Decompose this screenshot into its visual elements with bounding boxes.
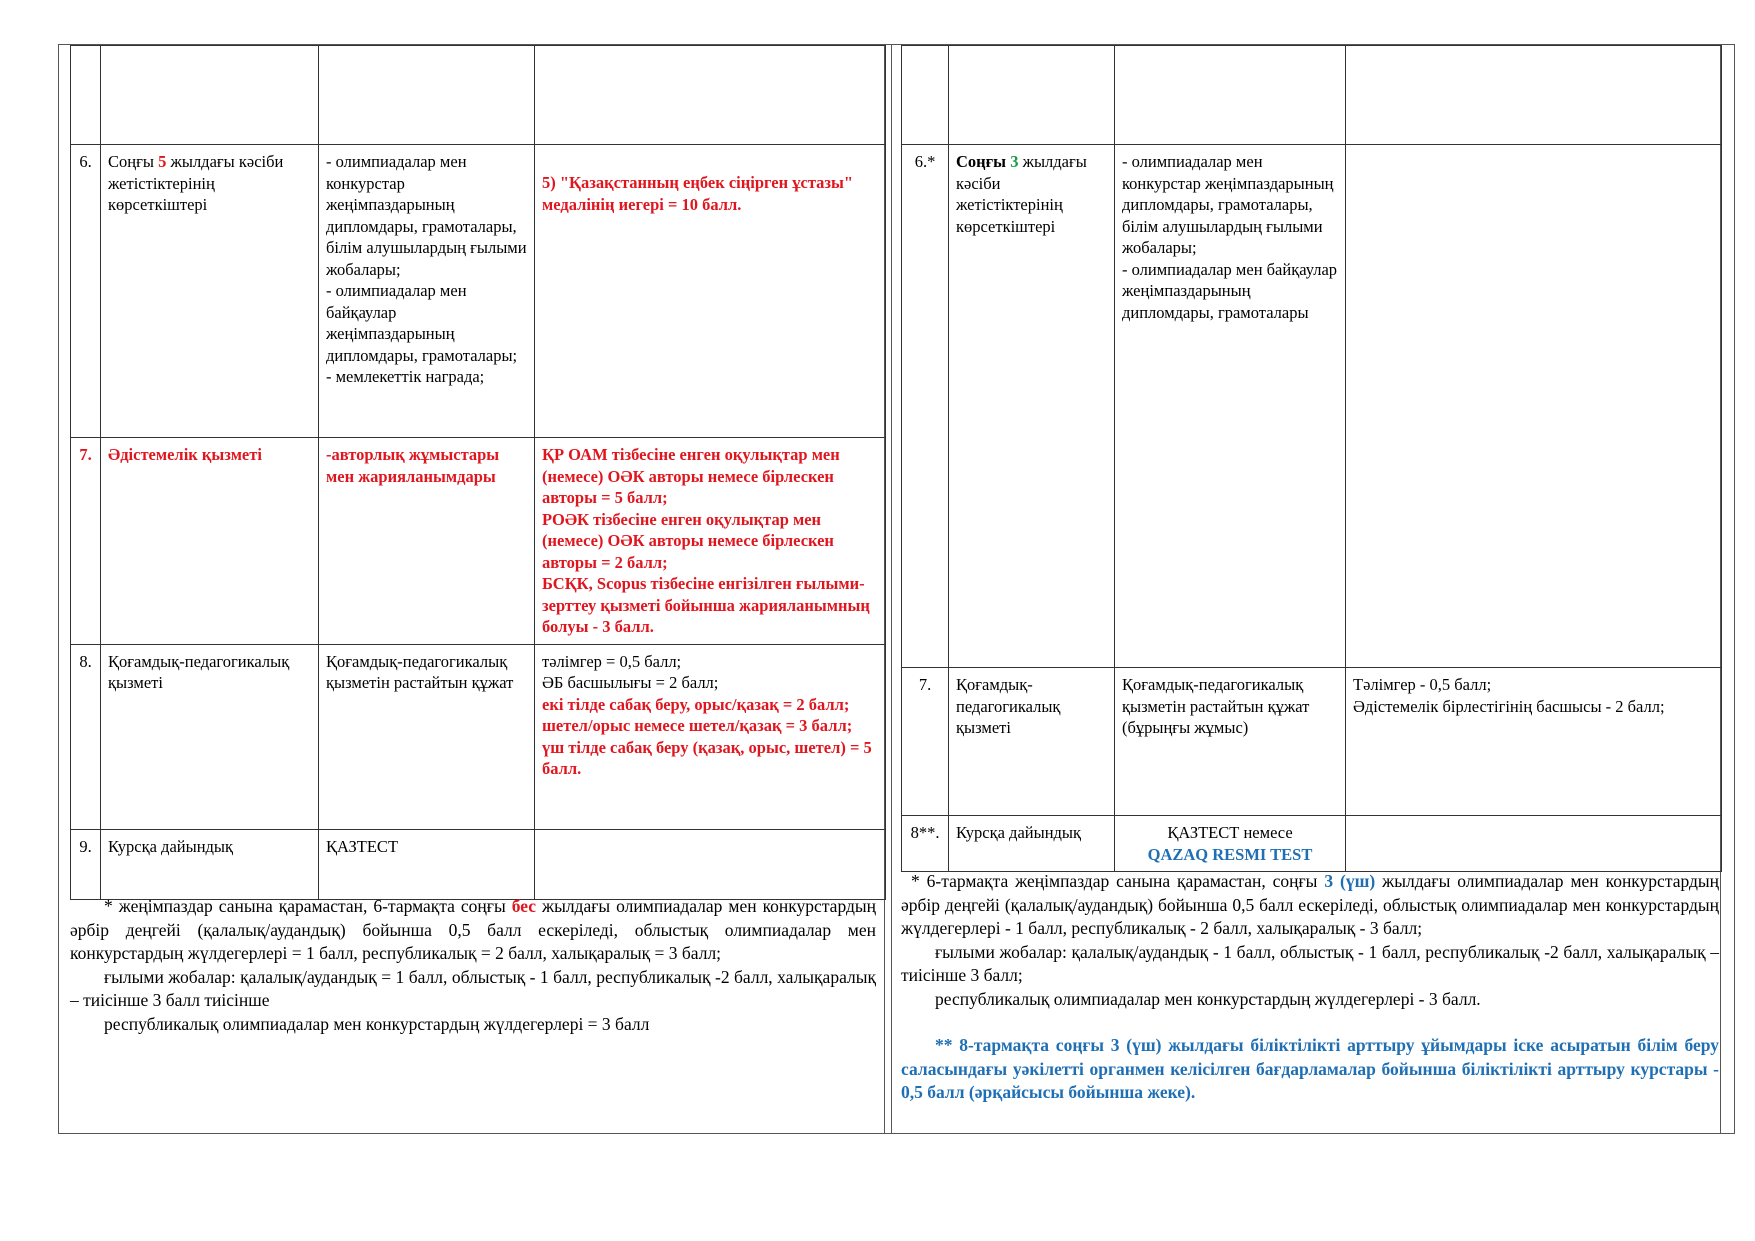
points-text: 5) "Қазақстанның еңбек сіңірген ұстазы" медалінің иегері = 10 балл. <box>542 173 854 214</box>
footnote-highlight: 3 (үш) <box>1324 871 1376 891</box>
empty-cell <box>71 46 101 145</box>
row-number: 6.* <box>902 145 949 668</box>
criteria-cell <box>949 145 1115 668</box>
footnote-2: ғылыми жобалар: қалалық/аудандық = 1 балл, облыстық - 1 балл, республикалық -2 балл, халықаралық – тиісінше 3 балл тиісінше <box>70 966 876 1010</box>
criteria-cell: Курсқа дайындық <box>949 816 1115 872</box>
points-item: Әдістемелік бірлестігінің басшысы - 2 балл; <box>1353 696 1665 716</box>
points-cell <box>535 644 886 829</box>
right-table <box>901 45 1722 872</box>
criteria-text: жылдағы кәсіби жетістіктерінің көрсеткіштері <box>956 152 1087 236</box>
criteria-cell <box>101 145 319 438</box>
footnote-4: ** 8-тармақта соңғы 3 (үш) жылдағы біліктілікті арттыру ұйымдары іске асыратын білім беру саласындағы уәкілетті органмен келісілген бағдарламалар бойынша біліктілікті арттыру курстары - 0,5 балл (әрқайсысы бойынша жеке). <box>901 1035 1719 1102</box>
documents-cell <box>1115 816 1346 872</box>
row-number: 8**. <box>902 816 949 872</box>
footnote-highlight: бес <box>511 896 536 916</box>
criteria-cell: Әдістемелік қызметі <box>101 438 319 645</box>
footnote-2: ғылыми жобалар: қалалық/аудандық - 1 балл, облыстық - 1 балл, республикалық -2 балл, халықаралық – тиісінше 3 балл; <box>901 941 1719 985</box>
documents-cell: ҚАЗТЕСТ <box>319 829 535 899</box>
points-item: БСҚК, Scopus тізбесіне енгізілген ғылыми-зерттеу қызметі бойынша жарияланымның болуы - 3 балл. <box>542 574 870 636</box>
points-item: шетел/орыс немесе шетел/қазақ = 3 балл; <box>542 716 853 735</box>
criteria-text: Соңғы <box>956 152 1011 171</box>
footnote-text: жылдағы олимпиадалар мен конкурстардың әрбір деңгейі (қалалық/аудандық) бойынша 0,5 балл ескеріледі, облыстық олимпиадалар мен конкурстардың жүлдегерлері = 1 балл, республикалық = 2 балл, халықаралық = 3 балл; <box>70 896 876 963</box>
footnote-3: республикалық олимпиадалар мен конкурстардың жүлдегерлері = 3 балл <box>104 1013 650 1034</box>
table-row <box>71 438 886 645</box>
points-cell <box>1346 668 1722 816</box>
criteria-cell: Қоғамдық-педагогикалық қызметі <box>101 644 319 829</box>
empty-cell <box>319 46 535 145</box>
empty-cell <box>101 46 319 145</box>
points-item: ӘБ басшылығы = 2 балл; <box>542 673 719 692</box>
document-item: - олимпиадалар мен конкурстар жеңімпаздарының дипломдары, грамоталары, білім алушылардың ғылыми жобалары; <box>1122 152 1334 257</box>
years-highlight: 3 <box>1010 152 1019 171</box>
footnote-text: жылдағы олимпиадалар мен конкурстардың әрбір деңгейі (қалалық/аудандық) бойынша 0,5 балл ескеріледі, облыстық олимпиадалар мен конкурстардың жүлдегерлері - 1 балл, республикалық - 2 балл, халықаралық - 3 балл; <box>901 871 1720 938</box>
left-table <box>70 45 886 900</box>
row-number: 7. <box>71 438 101 645</box>
criteria-text: жылдағы кәсіби жетістіктерінің көрсеткіштері <box>108 152 284 214</box>
table-row <box>71 644 886 829</box>
footnote-3: республикалық олимпиадалар мен конкурстардың жүлдегерлері - 3 балл. <box>935 988 1481 1009</box>
criteria-cell: Курсқа дайындық <box>101 829 319 899</box>
table-row <box>71 829 886 899</box>
right-table-header-row <box>902 46 1722 145</box>
document-item: - олимпиадалар мен байқаулар жеңімпаздарының дипломдары, грамоталары <box>1122 259 1338 322</box>
points-cell <box>535 438 886 645</box>
empty-cell <box>902 46 949 145</box>
points-item: үш тілде сабақ беру (қазақ, орыс, шетел) = 5 балл. <box>542 737 872 778</box>
points-item: екі тілде сабақ беру, орыс/қазақ = 2 балл; <box>542 694 850 714</box>
table-row <box>902 145 1722 668</box>
points-cell <box>1346 816 1722 872</box>
right-margin-column <box>1720 44 1735 1134</box>
criteria-cell: Қоғамдық-педагогикалық қызметі <box>949 668 1115 816</box>
documents-cell <box>319 145 535 438</box>
table-row <box>902 816 1722 872</box>
footnote-1 <box>901 870 1719 941</box>
row-number: 8. <box>71 644 101 829</box>
row-number: 6. <box>71 145 101 438</box>
empty-cell <box>949 46 1115 145</box>
years-highlight: 5 <box>158 152 167 171</box>
empty-cell <box>1115 46 1346 145</box>
document-item: - олимпиадалар мен конкурстар жеңімпаздарының дипломдары, грамоталары, білім алушылардың ғылыми жобалары; <box>326 152 527 279</box>
row-number: 9. <box>71 829 101 899</box>
points-item: Тәлімгер - 0,5 балл; <box>1353 675 1492 694</box>
points-item: ҚР ОАМ тізбесіне енген оқулықтар мен (немесе) ОӘК авторы немесе бірлескен авторы = 5 балл; <box>542 445 840 507</box>
points-item: РОӘК тізбесіне енген оқулықтар мен (немесе) ОӘК авторы немесе бірлескен авторы = 2 балл; <box>542 509 834 572</box>
document-item: - олимпиадалар мен байқаулар жеңімпаздарының дипломдары, грамоталары; <box>326 281 518 365</box>
right-footnotes <box>901 870 1719 1105</box>
documents-cell <box>1115 145 1346 668</box>
qazaq-resmi-test-label: QAZAQ RESMI TEST <box>1147 844 1313 864</box>
points-item: тәлімгер = 0,5 балл; <box>542 651 682 671</box>
document-item: - мемлекеттік награда; <box>326 367 485 386</box>
left-footnotes <box>70 895 876 1036</box>
row-number: 7. <box>902 668 949 816</box>
points-cell <box>535 829 886 899</box>
footnote-text: * жеңімпаздар санына қарамастан, 6-тармақта соңғы <box>104 896 512 916</box>
documents-cell: Қоғамдық-педагогикалық қызметін растайтын құжат <box>319 644 535 829</box>
documents-cell: -авторлық жұмыстары мен жарияланымдары <box>319 438 535 645</box>
table-row <box>902 668 1722 816</box>
left-table-header-row <box>71 46 886 145</box>
footnote-text: * 6-тармақта жеңімпаздар санына қарамастан, соңғы <box>911 871 1325 891</box>
footnote-1 <box>70 895 876 966</box>
documents-cell: Қоғамдық-педагогикалық қызметін растайтын құжат (бұрыңғы жұмыс) <box>1115 668 1346 816</box>
points-cell <box>535 145 886 438</box>
document-item: ҚАЗТЕСТ немесе <box>1167 823 1293 842</box>
empty-cell <box>1346 46 1722 145</box>
points-cell <box>1346 145 1722 668</box>
table-row <box>71 145 886 438</box>
empty-cell <box>535 46 886 145</box>
criteria-text: Соңғы <box>108 152 159 171</box>
